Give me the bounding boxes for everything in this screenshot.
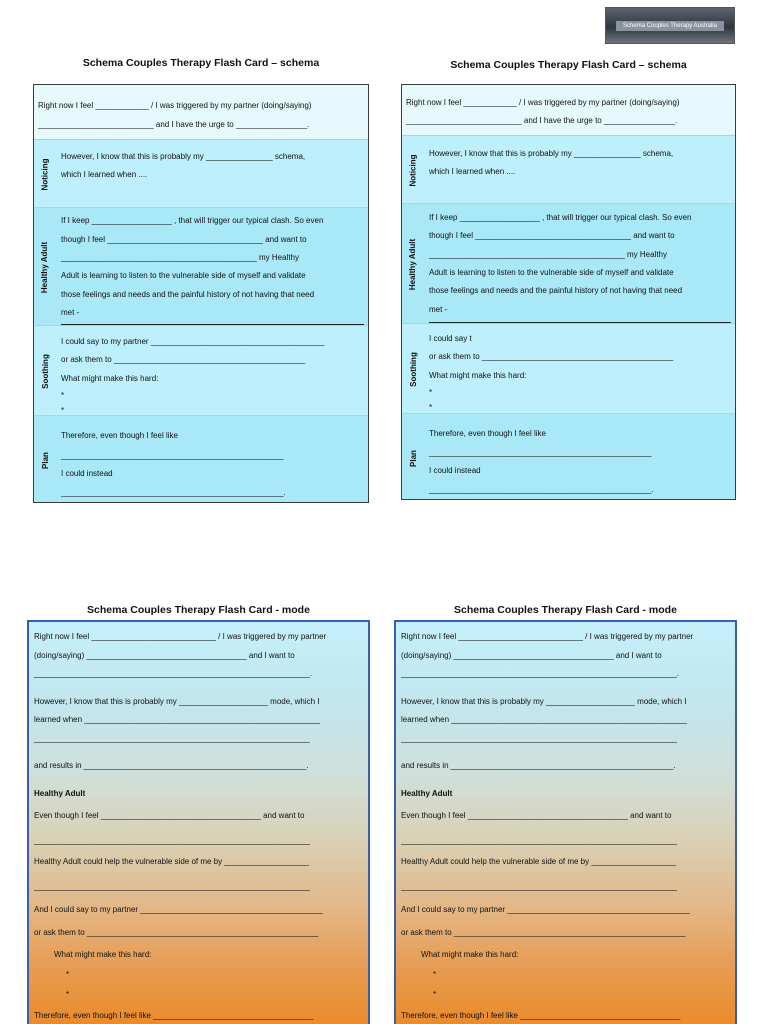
mode-line: Right now I feel ____________________________ / I was triggered by my partner: [34, 632, 327, 641]
noticing-line: which I learned when ....: [429, 167, 516, 176]
mode-heading: Healthy Adult: [34, 789, 86, 798]
mode-line: ______________________________________________________________: [401, 836, 677, 845]
soothing-line: *: [61, 391, 65, 400]
mode-line: And I could say to my partner _________________________________________: [401, 905, 690, 914]
mode-line: ______________________________________________________________: [34, 882, 310, 891]
soothing-line: I could say to my partner _______________________________________: [61, 337, 325, 346]
noticing-line: However, I know that this is probably my _______________ schema,: [429, 149, 674, 158]
mode-card-2-title: Schema Couples Therapy Flash Card - mode: [454, 604, 677, 616]
noticing-label: Noticing: [408, 154, 418, 186]
mode-line: Right now I feel ____________________________ / I was triggered by my partner: [401, 632, 694, 641]
plan-line: Therefore, even though I feel like: [429, 429, 546, 438]
soothing-line: or ask them to ___________________________________________: [61, 355, 306, 364]
mode-line: ______________________________________________________________: [401, 882, 677, 891]
plan-line: Therefore, even though I feel like: [61, 431, 178, 440]
soothing-line: or ask them to ___________________________________________: [429, 352, 674, 361]
mode-line: *: [66, 970, 70, 979]
mode-line: or ask them to ____________________________________________________: [34, 928, 319, 937]
mode-line: learned when _____________________________________________________: [34, 715, 321, 724]
plan-line: __________________________________________________.: [61, 488, 286, 497]
plan-section: [402, 413, 735, 500]
soothing-line: I could say t: [429, 334, 472, 343]
healthy-adult-label: Healthy Adult: [408, 238, 418, 290]
ha-line: If I keep __________________ , that will trigger our typical clash. So even: [61, 216, 324, 225]
mode-line: (doing/saying) ____________________________________ and I want to: [34, 651, 295, 660]
mode-line: *: [66, 990, 70, 999]
top-row: [34, 85, 368, 139]
top-line: __________________________ and I have the urge to ________________.: [38, 120, 310, 129]
mode-line: However, I know that this is probably my ____________________ mode, which I: [401, 697, 687, 706]
ha-line: ____________________________________________ my Healthy: [61, 253, 299, 262]
plan-line: __________________________________________________: [429, 448, 652, 457]
top-row: [402, 85, 735, 135]
schema-card-1: [33, 84, 369, 503]
ha-line: Adult is learning to listen to the vulnerable side of myself and validate: [429, 268, 674, 277]
schema-card-1-title: Schema Couples Therapy Flash Card – schema: [82, 57, 320, 69]
soothing-label: Soothing: [408, 351, 418, 387]
mode-line: and results in __________________________________________________.: [34, 761, 309, 770]
mode-line: Healthy Adult could help the vulnerable side of me by ___________________: [401, 857, 676, 866]
logo: [605, 7, 735, 44]
noticing-section: [34, 139, 368, 208]
mode-line: However, I know that this is probably my ____________________ mode, which I: [34, 697, 320, 706]
mode-line: and results in __________________________________________________.: [401, 761, 676, 770]
mode-line: ______________________________________________________________: [34, 734, 310, 743]
ha-line: those feelings and needs and the painful history of not having that need: [429, 286, 683, 295]
noticing-line: which I learned when ....: [61, 170, 148, 179]
noticing-section: [402, 135, 735, 204]
top-line: Right now I feel ____________ / I was triggered by my partner (doing/saying): [38, 101, 312, 110]
top-line: __________________________ and I have the urge to ________________.: [406, 116, 678, 125]
mode-line: And I could say to my partner _________________________________________: [34, 905, 323, 914]
noticing-label: Noticing: [40, 158, 50, 190]
soothing-line: What might make this hard:: [429, 371, 527, 380]
plan-line: __________________________________________________: [61, 451, 284, 460]
plan-section: [34, 415, 368, 503]
healthy-adult-section: [34, 207, 368, 326]
mode-line: Therefore, even though I feel like ____________________________________: [401, 1011, 681, 1020]
mode-line: Even though I feel ____________________________________ and want to: [401, 811, 672, 820]
mode-line: ______________________________________________________________.: [401, 669, 680, 678]
schema-card-2: [401, 84, 736, 500]
ha-line: though I feel ___________________________________ and want to: [61, 235, 307, 244]
mode-line: *: [433, 970, 437, 979]
mode-line: ______________________________________________________________: [34, 836, 310, 845]
schema-card-2-title: Schema Couples Therapy Flash Card – schema: [450, 59, 687, 71]
mode-line: Healthy Adult could help the vulnerable side of me by ___________________: [34, 857, 309, 866]
mode-heading: Healthy Adult: [401, 789, 453, 798]
soothing-line: *: [429, 403, 433, 412]
soothing-section: [402, 323, 735, 414]
top-line: Right now I feel ____________ / I was triggered by my partner (doing/saying): [406, 98, 680, 107]
ha-line: though I feel ___________________________________ and want to: [429, 231, 675, 240]
mode-card-1-title: Schema Couples Therapy Flash Card - mode: [87, 604, 310, 616]
plan-line: I could instead: [429, 466, 481, 475]
mode-line: Therefore, even though I feel like ____________________________________: [34, 1011, 314, 1020]
mode-line: What might make this hard:: [54, 950, 152, 959]
ha-line: those feelings and needs and the painful history of not having that need: [61, 290, 315, 299]
mode-line: (doing/saying) ____________________________________ and I want to: [401, 651, 662, 660]
mode-line: ______________________________________________________________.: [34, 669, 313, 678]
plan-label: Plan: [408, 449, 418, 467]
ha-line: ____________________________________________ my Healthy: [429, 250, 667, 259]
healthy-adult-label: Healthy Adult: [40, 241, 50, 293]
mode-card-2: [394, 620, 737, 1024]
mode-line: *: [433, 990, 437, 999]
mode-line: learned when _____________________________________________________: [401, 715, 688, 724]
healthy-adult-section: [402, 203, 735, 324]
plan-line: __________________________________________________.: [429, 485, 654, 494]
ha-line: met -: [429, 305, 448, 314]
mode-line: What might make this hard:: [421, 950, 519, 959]
soothing-section: [34, 325, 368, 416]
soothing-line: *: [61, 406, 65, 415]
ha-line: met -: [61, 308, 80, 317]
mode-line: or ask them to ____________________________________________________: [401, 928, 686, 937]
plan-line: I could instead: [61, 469, 113, 478]
mode-line: Even though I feel ____________________________________ and want to: [34, 811, 305, 820]
noticing-line: However, I know that this is probably my _______________ schema,: [61, 152, 306, 161]
ha-line: If I keep __________________ , that will trigger our typical clash. So even: [429, 213, 692, 222]
soothing-line: What might make this hard:: [61, 374, 159, 383]
mode-card-1: [27, 620, 370, 1024]
plan-label: Plan: [40, 452, 50, 469]
soothing-label: Soothing: [40, 353, 50, 389]
soothing-line: *: [429, 388, 433, 397]
mode-line: ______________________________________________________________: [401, 734, 677, 743]
logo-text: Schema Couples Therapy Australia: [616, 21, 724, 31]
ha-line: Adult is learning to listen to the vulnerable side of myself and validate: [61, 271, 306, 280]
